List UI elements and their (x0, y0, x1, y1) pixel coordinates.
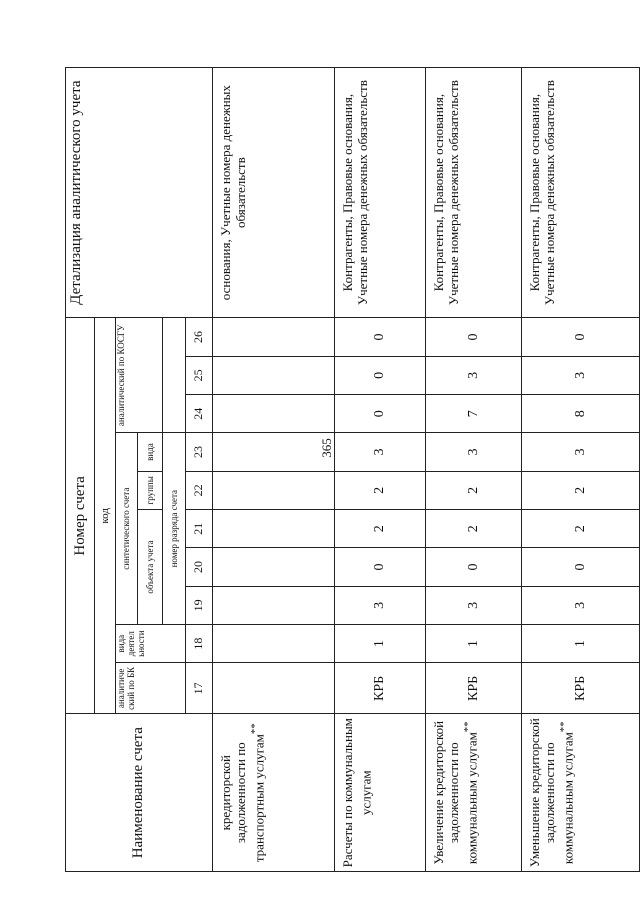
value-cell (213, 510, 335, 548)
table-row (335, 68, 426, 872)
value-cell: 3 (522, 356, 640, 394)
col-number: 19 (185, 586, 212, 624)
value-cell: КРБ (335, 663, 426, 714)
header-position-blank (163, 318, 186, 433)
value-cell: КРБ (522, 663, 640, 714)
analytic-detail: Контрагенты, Правовые основания, Учетные номера денежных обязательств (522, 68, 640, 318)
value-cell (213, 548, 335, 586)
analytic-detail: основания, Учетные номера денежных обязательств (213, 68, 335, 318)
value-cell: 0 (522, 548, 640, 586)
header-analytic-detail: Детализация аналитического учета (66, 68, 213, 318)
value-cell (213, 625, 335, 663)
page-number: 365 (319, 438, 334, 458)
analytic-detail: Контрагенты, Правовые основания, Учетные номера денежных обязательств (335, 68, 426, 318)
col-number: 25 (185, 356, 212, 394)
value-cell: 3 (335, 586, 426, 624)
value-cell (213, 471, 335, 509)
value-cell: 0 (522, 318, 640, 356)
value-cell: 3 (425, 586, 521, 624)
col-number: 20 (185, 548, 212, 586)
table-row (213, 68, 335, 872)
value-cell: 1 (425, 625, 521, 663)
col-number: 22 (185, 471, 212, 509)
header-account-number: Номер счета (66, 318, 95, 714)
value-cell: 0 (425, 318, 521, 356)
value-cell: 8 (522, 395, 640, 433)
value-cell (213, 586, 335, 624)
header-kosgu: аналитический по КОСГУ (115, 318, 163, 433)
col-number: 24 (185, 395, 212, 433)
value-cell: 3 (335, 433, 426, 471)
col-number: 26 (185, 318, 212, 356)
account-name: Увеличение кредиторской задолженности по коммунальным услугам** (425, 714, 521, 872)
value-cell: 0 (335, 548, 426, 586)
value-cell: 2 (425, 471, 521, 509)
value-cell: 3 (425, 356, 521, 394)
analytic-detail: Контрагенты, Правовые основания, Учетные номера денежных обязательств (425, 68, 521, 318)
header-object: объекта учета (138, 510, 163, 625)
header-group: группы (138, 471, 163, 509)
header-kind: вида (138, 433, 163, 471)
header-activity-kind: вида деятел ьности (115, 625, 185, 663)
value-cell: 0 (335, 356, 426, 394)
account-name: Расчеты по коммунальным услугам (335, 714, 426, 872)
value-cell: 2 (335, 471, 426, 509)
value-cell (213, 433, 335, 471)
header-position: номер разряда счета (163, 433, 186, 625)
value-cell (213, 663, 335, 714)
value-cell: 0 (335, 395, 426, 433)
value-cell: 3 (425, 433, 521, 471)
value-cell: КРБ (425, 663, 521, 714)
account-name: Уменьшение кредиторской задолженности по коммунальным услугам** (522, 714, 640, 872)
header-analytic-bk: аналитиче ский по БК (115, 663, 185, 714)
accounts-table (65, 67, 640, 872)
value-cell: 2 (425, 510, 521, 548)
value-cell (213, 318, 335, 356)
value-cell: 0 (335, 318, 426, 356)
value-cell: 2 (335, 510, 426, 548)
table-row (425, 68, 521, 872)
value-cell: 3 (522, 433, 640, 471)
col-number: 21 (185, 510, 212, 548)
value-cell: 7 (425, 395, 521, 433)
header-code: код (95, 318, 115, 714)
value-cell (213, 395, 335, 433)
value-cell (213, 356, 335, 394)
col-number: 23 (185, 433, 212, 471)
value-cell: 0 (425, 548, 521, 586)
header-synthetic-account: синтетического счета (115, 433, 138, 625)
account-name: кредиторской задолженности по транспортным услугам** (213, 714, 335, 872)
header-account-name: Наименование счета (66, 714, 213, 872)
col-number: 18 (185, 625, 212, 663)
value-cell: 2 (522, 471, 640, 509)
value-cell: 3 (522, 586, 640, 624)
value-cell: 2 (522, 510, 640, 548)
table-row (522, 68, 640, 872)
col-number: 17 (185, 663, 212, 714)
value-cell: 1 (522, 625, 640, 663)
value-cell: 1 (335, 625, 426, 663)
